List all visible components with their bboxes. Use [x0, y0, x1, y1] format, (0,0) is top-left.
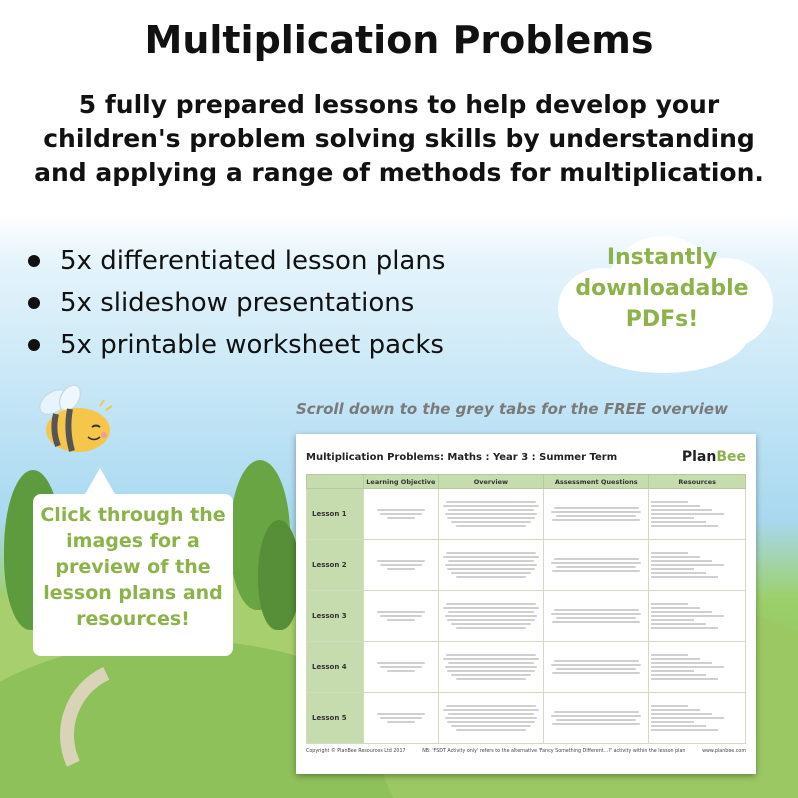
- feature-label: 5x printable worksheet packs: [60, 330, 444, 360]
- preview-callout: [33, 494, 233, 656]
- table-row: [307, 489, 746, 540]
- callout-tail: [84, 468, 116, 496]
- table-cell: [649, 489, 746, 540]
- table-cell: [364, 489, 439, 540]
- table-cell: [649, 591, 746, 642]
- table-cell: [649, 693, 746, 744]
- footer-url: www.planbee.com: [702, 749, 746, 754]
- table-cell: [364, 540, 439, 591]
- logo-plan: Plan: [681, 449, 717, 465]
- table-cell: [544, 642, 649, 693]
- cloud-line: Instantly: [606, 245, 718, 270]
- table-row: [307, 540, 746, 591]
- feature-label: 5x differentiated lesson plans: [60, 246, 446, 276]
- page-title: Multiplication Problems: [144, 18, 654, 62]
- footer-copyright: Copyright © PlanBee Resources Ltd 2017: [306, 749, 406, 754]
- feature-item: [26, 240, 445, 282]
- lesson-label: Lesson 1: [307, 489, 364, 540]
- column-header: Learning Objective: [364, 475, 439, 489]
- lesson-table: [306, 474, 746, 744]
- table-cell: [364, 693, 439, 744]
- bullet-icon: [28, 255, 40, 267]
- table-cell: [544, 693, 649, 744]
- document-title: Multiplication Problems: Maths : Year 3 : Summer Term: [306, 451, 618, 463]
- table-cell: [364, 642, 439, 693]
- lesson-label: Lesson 2: [307, 540, 364, 591]
- feature-item: [26, 324, 445, 366]
- callout-line: resources!: [76, 608, 190, 630]
- bullet-icon: [28, 297, 40, 309]
- cloud-line: PDFs!: [625, 307, 699, 332]
- feature-label: 5x slideshow presentations: [60, 288, 415, 318]
- callout-line: Click through the: [40, 504, 226, 526]
- scroll-note: Scroll down to the grey tabs for the FREE overview: [296, 400, 728, 418]
- lesson-overview-preview[interactable]: [296, 434, 756, 774]
- bullet-icon: [28, 339, 40, 351]
- table-cell: [438, 540, 543, 591]
- column-header: Resources: [649, 475, 746, 489]
- table-row: [307, 642, 746, 693]
- logo-bee: Bee: [716, 449, 746, 465]
- table-cell: [438, 591, 543, 642]
- feature-list: [26, 240, 445, 366]
- callout-line: preview of the: [55, 556, 211, 578]
- table-cell: [544, 591, 649, 642]
- footer-note: NB: 'FSDT Activity only' refers to the alternative 'Fancy Something Different...?' activity within the lesson plan: [422, 749, 686, 754]
- cloud-line: downloadable: [575, 276, 749, 301]
- table-cell: [544, 540, 649, 591]
- cloud-text: [548, 242, 776, 335]
- table-row: [307, 693, 746, 744]
- lesson-label: Lesson 4: [307, 642, 364, 693]
- table-cell: [438, 489, 543, 540]
- lesson-label: Lesson 5: [307, 693, 364, 744]
- table-header-row: [307, 475, 746, 489]
- table-cell: [649, 642, 746, 693]
- callout-line: lesson plans and: [43, 582, 223, 604]
- table-cell: [544, 489, 649, 540]
- table-row: [307, 591, 746, 642]
- feature-item: [26, 282, 445, 324]
- document-footer: [306, 749, 746, 754]
- lesson-label: Lesson 3: [307, 591, 364, 642]
- callout-line: images for a: [66, 530, 200, 552]
- bee-icon: [26, 380, 116, 460]
- table-cell: [438, 693, 543, 744]
- column-header: Overview: [438, 475, 543, 489]
- table-cell: [438, 642, 543, 693]
- table-cell: [364, 591, 439, 642]
- tree: [258, 520, 300, 630]
- column-header: Assessment Questions: [544, 475, 649, 489]
- page-subtitle: 5 fully prepared lessons to help develop your children's problem solving skills by understanding and applying a range of methods for multiplication.: [34, 90, 764, 187]
- column-header: [307, 475, 364, 489]
- table-cell: [649, 540, 746, 591]
- planbee-logo: [682, 449, 746, 465]
